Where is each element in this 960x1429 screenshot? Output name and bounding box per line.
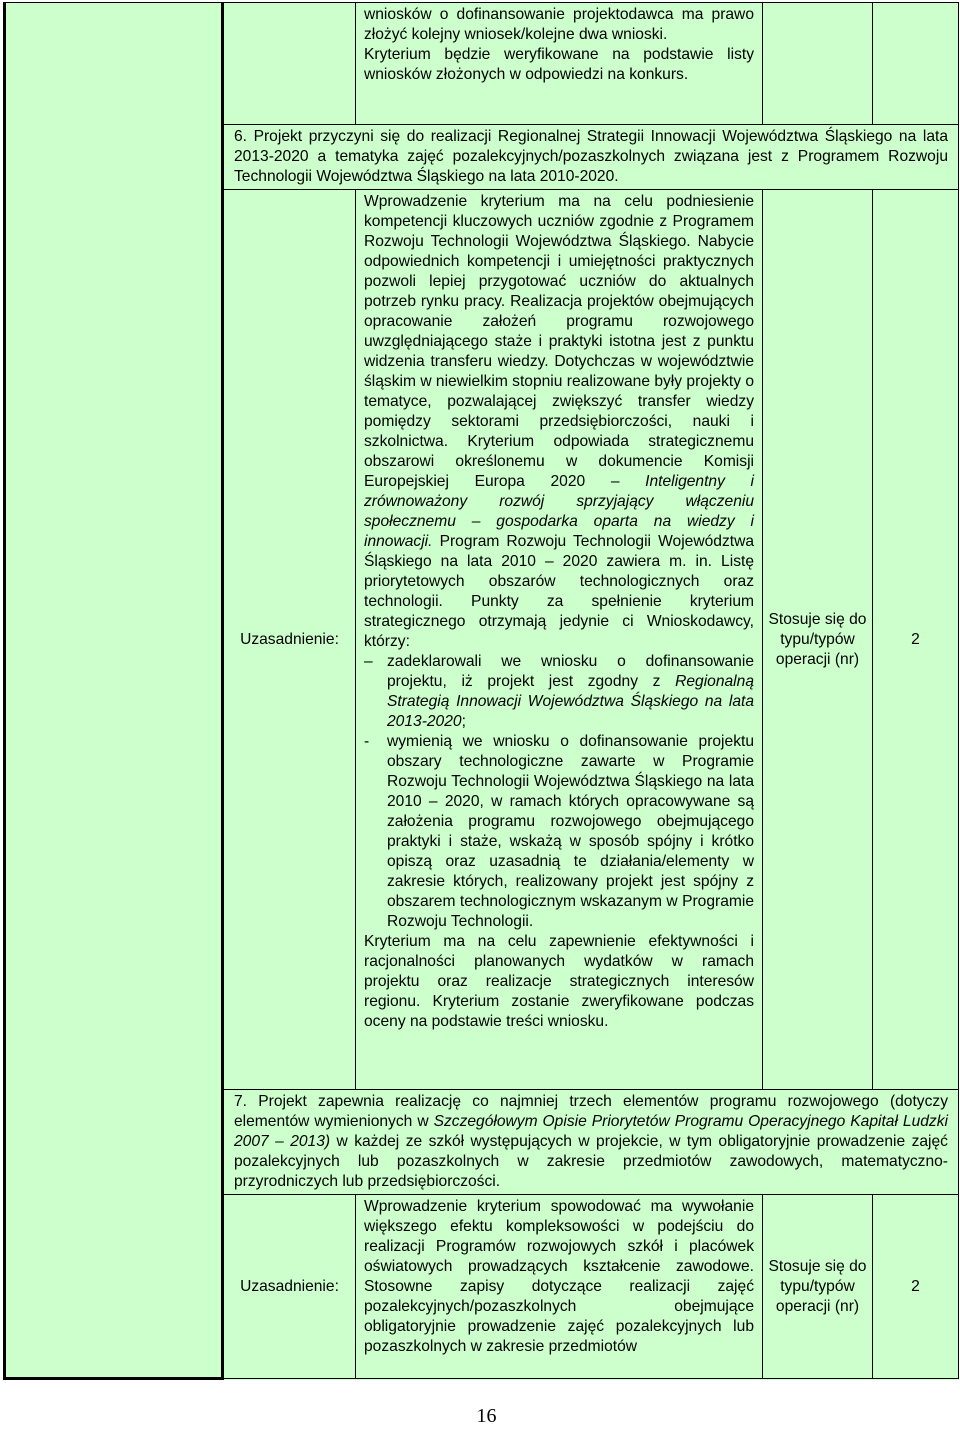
programme-description-name: Szczegółowym Opisie Priorytetów Programu Operacyjnego Kapitał Ludzki 2007 – 2013) [234,1113,948,1150]
criterion-6-bullet-1-part-a: zadeklarowali we wniosku o dofinansowanie projektu, iż projekt jest zgodny z [387,653,754,690]
criterion-6-p1-part-b: Program Rozwoju Technologii Województwa Śląskiego na lata 2010 – 2020 zawiera m. in. Listę priorytetowych obszarów technologicznych oraz technologii. Punkty za spełnienie kryterium strategicznego otrzymają jedynie ci Wnioskodawcy, którzy: [364,533,755,650]
criterion-7-title-part-b: w każdej ze szkół występujących w projekcie, w tym obligatoryjnie prowadzenie zajęć pozalekcyjnych lub pozaszkolnych w zakresie przedmiotów zawodowych, matematyczno-przyrodniczych lub przedsiębiorczości. [234,1133,948,1190]
criterion-7-justification-label: Uzasadnienie: [223,1195,356,1379]
criterion-6-points: 2 [873,190,959,1090]
criteria-table [3,2,959,1380]
left-margin-column [5,3,223,1379]
criterion-6-bullet-2-text: wymienią we wniosku o dofinansowanie projektu obszary technologiczne zawarte w Programie Rozwoju Technologii Województwa Śląskiego na lata 2010 – 2020, w ramach których opracowywane są założenia programu rozwojowego obejmującego praktyki i staże, wskażą w sposób spójny i krótko opiszą oraz uzasadnią te działania/elementy w zakresie których, realizowany projekt jest spójny z obszarem technologicznym wskazanym w Programie Rozwoju Technologii. [387,733,754,930]
criterion-6-paragraph-2: Kryterium ma na celu zapewnienie efektywności i racjonalności planowanych wydatków w ramach projektu oraz realizacje strategicznych interesów regionu. Kryterium zostanie zweryfikowane podczas oceny na podstawie treści wniosku. [364,933,754,1030]
criterion-6-justification-label: Uzasadnienie: [223,190,356,1090]
criterion-6-bullet-1-part-b: ; [461,713,466,730]
europa-2020-quote: Inteligentny i zrównoważony rozwój sprzyjający włączeniu społecznemu – gospodarka oparta na wiedzy i innowacji. [364,473,754,550]
criterion-6-bullet-1 [364,652,754,732]
criterion-7-justification-text: Wprowadzenie kryterium spowodować ma wywołanie większego efektu kompleksowości w podejściu do realizacji Programów rozwojowych szkół i placówek oświatowych prowadzących kształcenie zawodowe. Stosowne zapisy dotyczące realizacji zajęć pozalekcyjnych/pozaszkolnych obejmujące obligatoryjnie prowadzenie zajęć pozalekcyjnych lub pozaszkolnych w zakresie przedmiotów [356,1195,763,1379]
previous-criterion-text [356,3,763,125]
criterion-6-p1-part-a: Wprowadzenie kryterium ma na celu podniesienie kompetencji kluczowych uczniów zgodnie z Programem Rozwoju Technologii Województwa Śląskiego. Nabycie odpowiednich kompetencji i umiejętności praktycznych pozwoli lepiej przygotować uczniów do aktualnych potrzeb rynku pracy. Realizacja projektów obejmujących opracowanie założeń programu rozwojowego uwzględniającego staże i praktyki istotna jest z punktu widzenia transferu wiedzy. Dotychczas w województwie śląskim w niewielkim stopniu realizowane były projekty o tematyce, pozwalającej zwiększyć transfer wiedzy pomiędzy sektorami przedsiębiorczości, nauki i szkolnictwa. Kryterium odpowiada strategicznemu obszarowi określonemu w dokumencie Komisji Europejskiej Europa 2020 – [364,193,754,490]
regional-strategy-name: Regionalną Strategią Innowacji Województwa Śląskiego na lata 2013-2020 [387,673,754,730]
criterion-6-justification-text [356,190,763,1090]
criterion-7-points: 2 [873,1195,959,1379]
dash-bullet: - [364,733,370,750]
criterion-7-applies-to: Stosuje się do typu/typów operacji (nr) [763,1195,873,1379]
previous-criterion-line-1: wniosków o dofinansowanie projektodawca ma prawo złożyć kolejny wniosek/kolejne dwa wnioski. [364,6,754,43]
criterion-6-title: 6. Projekt przyczyni się do realizacji Regionalnej Strategii Innowacji Województwa Śląskiego na lata 2013-2020 a tematyka zajęć pozalekcyjnych/pozaszkolnych związana jest z Programem Rozwoju Technologii Województwa Śląskiego na lata 2010-2020. [223,125,959,190]
criterion-7-title-part-a: 7. Projekt zapewnia realizację co najmniej trzech elementów programu rozwojowego (dotyczy elementów wymienionych w [234,1093,948,1130]
criterion-7-title [223,1090,959,1195]
criterion-6-applies-to: Stosuje się do typu/typów operacji (nr) [763,190,873,1090]
blank-label-cell [223,3,356,125]
page-number: 16 [476,1405,497,1427]
dash-bullet: – [364,653,373,670]
criterion-6-paragraph-1 [364,192,754,652]
blank-applies-cell [763,3,873,125]
criterion-6-bullet-2 [364,732,754,932]
previous-criterion-line-2: Kryterium będzie weryfikowane na podstawie listy wniosków złożonych w odpowiedzi na konkurs. [364,46,754,83]
blank-points-cell [873,3,959,125]
